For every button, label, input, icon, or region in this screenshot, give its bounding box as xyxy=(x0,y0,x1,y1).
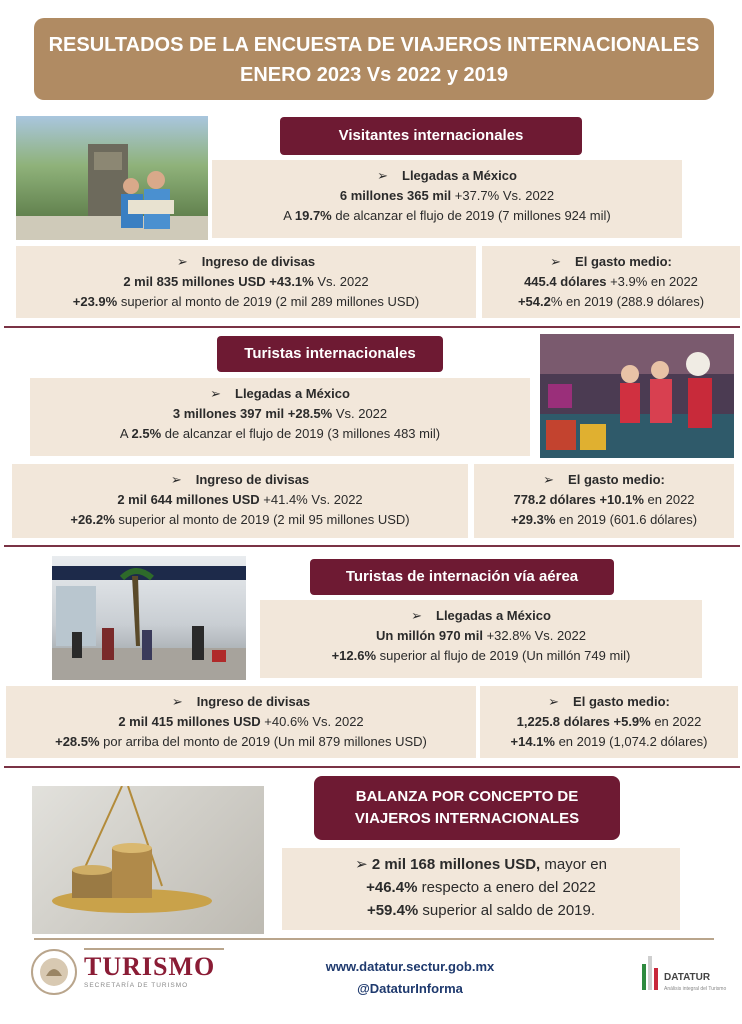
card-llegadas-aerea: ➢ Llegadas a México Un millón 970 mil +32.8% Vs. 2022 +12.6% superior al flujo de 2019 (Un millón 749 mil) xyxy=(260,600,702,678)
page-title: RESULTADOS DE LA ENCUESTA DE VIAJEROS INTERNACIONALES ENERO 2023 Vs 2022 y 2019 xyxy=(34,18,714,100)
section-divider xyxy=(4,326,740,328)
card-balanza: ➢ 2 mil 168 millones USD, mayor en +46.4% respecto a enero del 2022 +59.4% superior al saldo de 2019. xyxy=(282,848,680,930)
section-title-visitantes: Visitantes internacionales xyxy=(280,117,582,155)
footer-divider xyxy=(34,938,714,940)
arrow-icon: ➢ xyxy=(377,168,388,183)
section-divider xyxy=(4,766,740,768)
photo-airport-terminal xyxy=(52,556,246,680)
photo-tourists-market xyxy=(540,334,734,458)
arrow-icon: ➢ xyxy=(355,856,368,873)
twitter-handle[interactable]: @DataturInforma xyxy=(357,981,463,996)
photo-tourists-monument xyxy=(16,116,208,240)
card-llegadas-visitantes: ➢ Llegadas a México 6 millones 365 mil +37.7% Vs. 2022 A 19.7% de alcanzar el flujo de 2019 (7 millones 924 mil) xyxy=(212,160,682,238)
arrow-icon: ➢ xyxy=(170,472,182,487)
turismo-logo: TURISMO SECRETARÍA DE TURISMO xyxy=(84,948,234,994)
section-title-turistas: Turistas internacionales xyxy=(217,336,443,372)
mexico-seal-icon xyxy=(30,948,78,996)
card-ingreso-visitantes: ➢ Ingreso de divisas 2 mil 835 millones USD +43.1% Vs. 2022 +23.9% superior al monto de 2019 (2 mil 289 millones USD) xyxy=(16,246,476,318)
photo-coins-scale xyxy=(32,786,264,934)
section-title-balanza: BALANZA POR CONCEPTO DE VIAJEROS INTERNACIONALES xyxy=(314,776,620,840)
footer-contact xyxy=(290,956,530,1000)
arrow-icon: ➢ xyxy=(171,694,183,709)
card-llegadas-turistas: ➢ Llegadas a México 3 millones 397 mil +28.5% Vs. 2022 A 2.5% de alcanzar el flujo de 2019 (3 millones 483 mil) xyxy=(30,378,530,456)
arrow-icon: ➢ xyxy=(543,472,555,487)
card-gasto-aerea: ➢ El gasto medio: 1,225.8 dólares +5.9% en 2022 +14.1% en 2019 (1,074.2 dólares) xyxy=(480,686,738,758)
arrow-icon: ➢ xyxy=(548,694,560,709)
website-link[interactable]: www.datatur.sectur.gob.mx xyxy=(325,959,495,974)
arrow-icon: ➢ xyxy=(411,608,422,623)
card-ingreso-aerea: ➢ Ingreso de divisas 2 mil 415 millones USD +40.6% Vs. 2022 +28.5% por arriba del monto de 2019 (Un mil 879 millones USD) xyxy=(6,686,476,758)
arrow-icon: ➢ xyxy=(176,254,188,269)
card-ingreso-turistas: ➢ Ingreso de divisas 2 mil 644 millones USD +41.4% Vs. 2022 +26.2% superior al monto de 2019 (2 mil 95 millones USD) xyxy=(12,464,468,538)
section-divider xyxy=(4,545,740,547)
card-gasto-visitantes: ➢ El gasto medio: 445.4 dólares +3.9% en 2022 +54.2% en 2019 (288.9 dólares) xyxy=(482,246,740,318)
section-title-aerea: Turistas de internación vía aérea xyxy=(310,559,614,595)
arrow-icon: ➢ xyxy=(550,254,562,269)
card-gasto-turistas: ➢ El gasto medio: 778.2 dólares +10.1% en 2022 +29.3% en 2019 (601.6 dólares) xyxy=(474,464,734,538)
datatur-bars-icon xyxy=(640,950,660,990)
arrow-icon: ➢ xyxy=(210,386,221,401)
datatur-logo: DATATUR Análisis integral del Turismo xyxy=(640,950,736,996)
